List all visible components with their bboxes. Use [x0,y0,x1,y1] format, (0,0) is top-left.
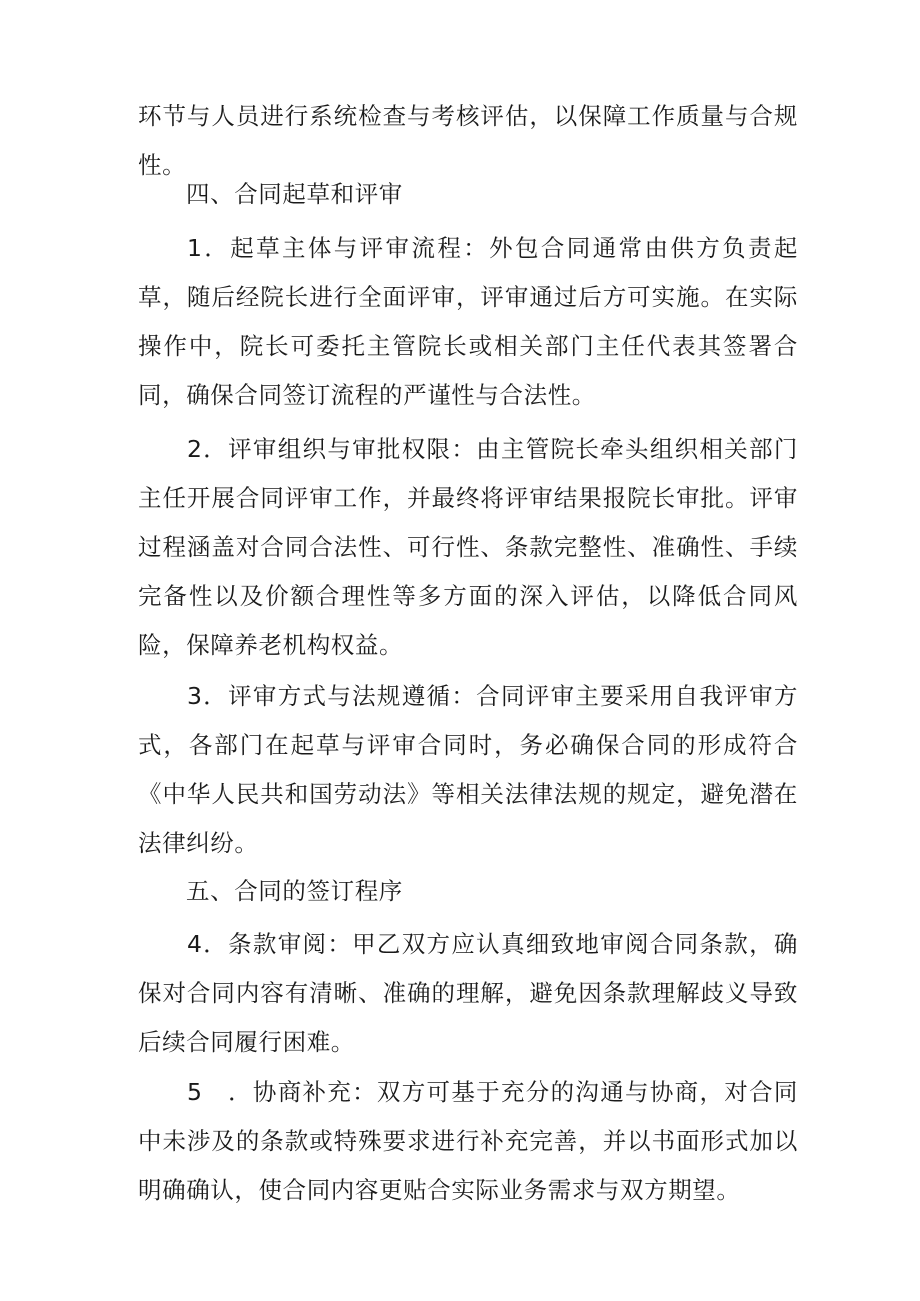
list-item-1: 1．起草主体与评审流程：外包合同通常由供方负责起草，随后经院长进行全面评审，评审通过后方可实施。在实际操作中，院长可委托主管院长或相关部门主任代表其签署合同，确保合同签订流程的严谨性与合法性。 [138,234,798,409]
list-item-5: 5 ．协商补充：双方可基于充分的沟通与协商，对合同中未涉及的条款或特殊要求进行补充完善，并以书面形式加以明确确认，使合同内容更贴合实际业务需求与双方期望。 [138,1078,798,1204]
list-item-3: 3．评审方式与法规遵循：合同评审主要采用自我评审方式，各部门在起草与评审合同时，务必确保合同的形成符合《中华人民共和国劳动法》等相关法律法规的规定，避免潜在法律纠纷。 [138,682,798,857]
continuation-paragraph: 环节与人员进行系统检查与考核评估，以保障工作质量与合规性。 [138,102,798,179]
list-item-2: 2．评审组织与审批权限：由主管院长牵头组织相关部门主任开展合同评审工作，并最终将评审结果报院长审批。评审过程涵盖对合同合法性、可行性、条款完整性、准确性、手续完备性以及价额合理性等多方面的深入评估，以降低合同风险，保障养老机构权益。 [138,435,798,659]
section-heading-four: 四、合同起草和评审 [186,180,403,208]
section-heading-five: 五、合同的签订程序 [186,877,403,905]
list-item-4: 4．条款审阅：甲乙双方应认真细致地审阅合同条款，确保对合同内容有清晰、准确的理解，避免因条款理解歧义导致后续合同履行困难。 [138,930,798,1056]
